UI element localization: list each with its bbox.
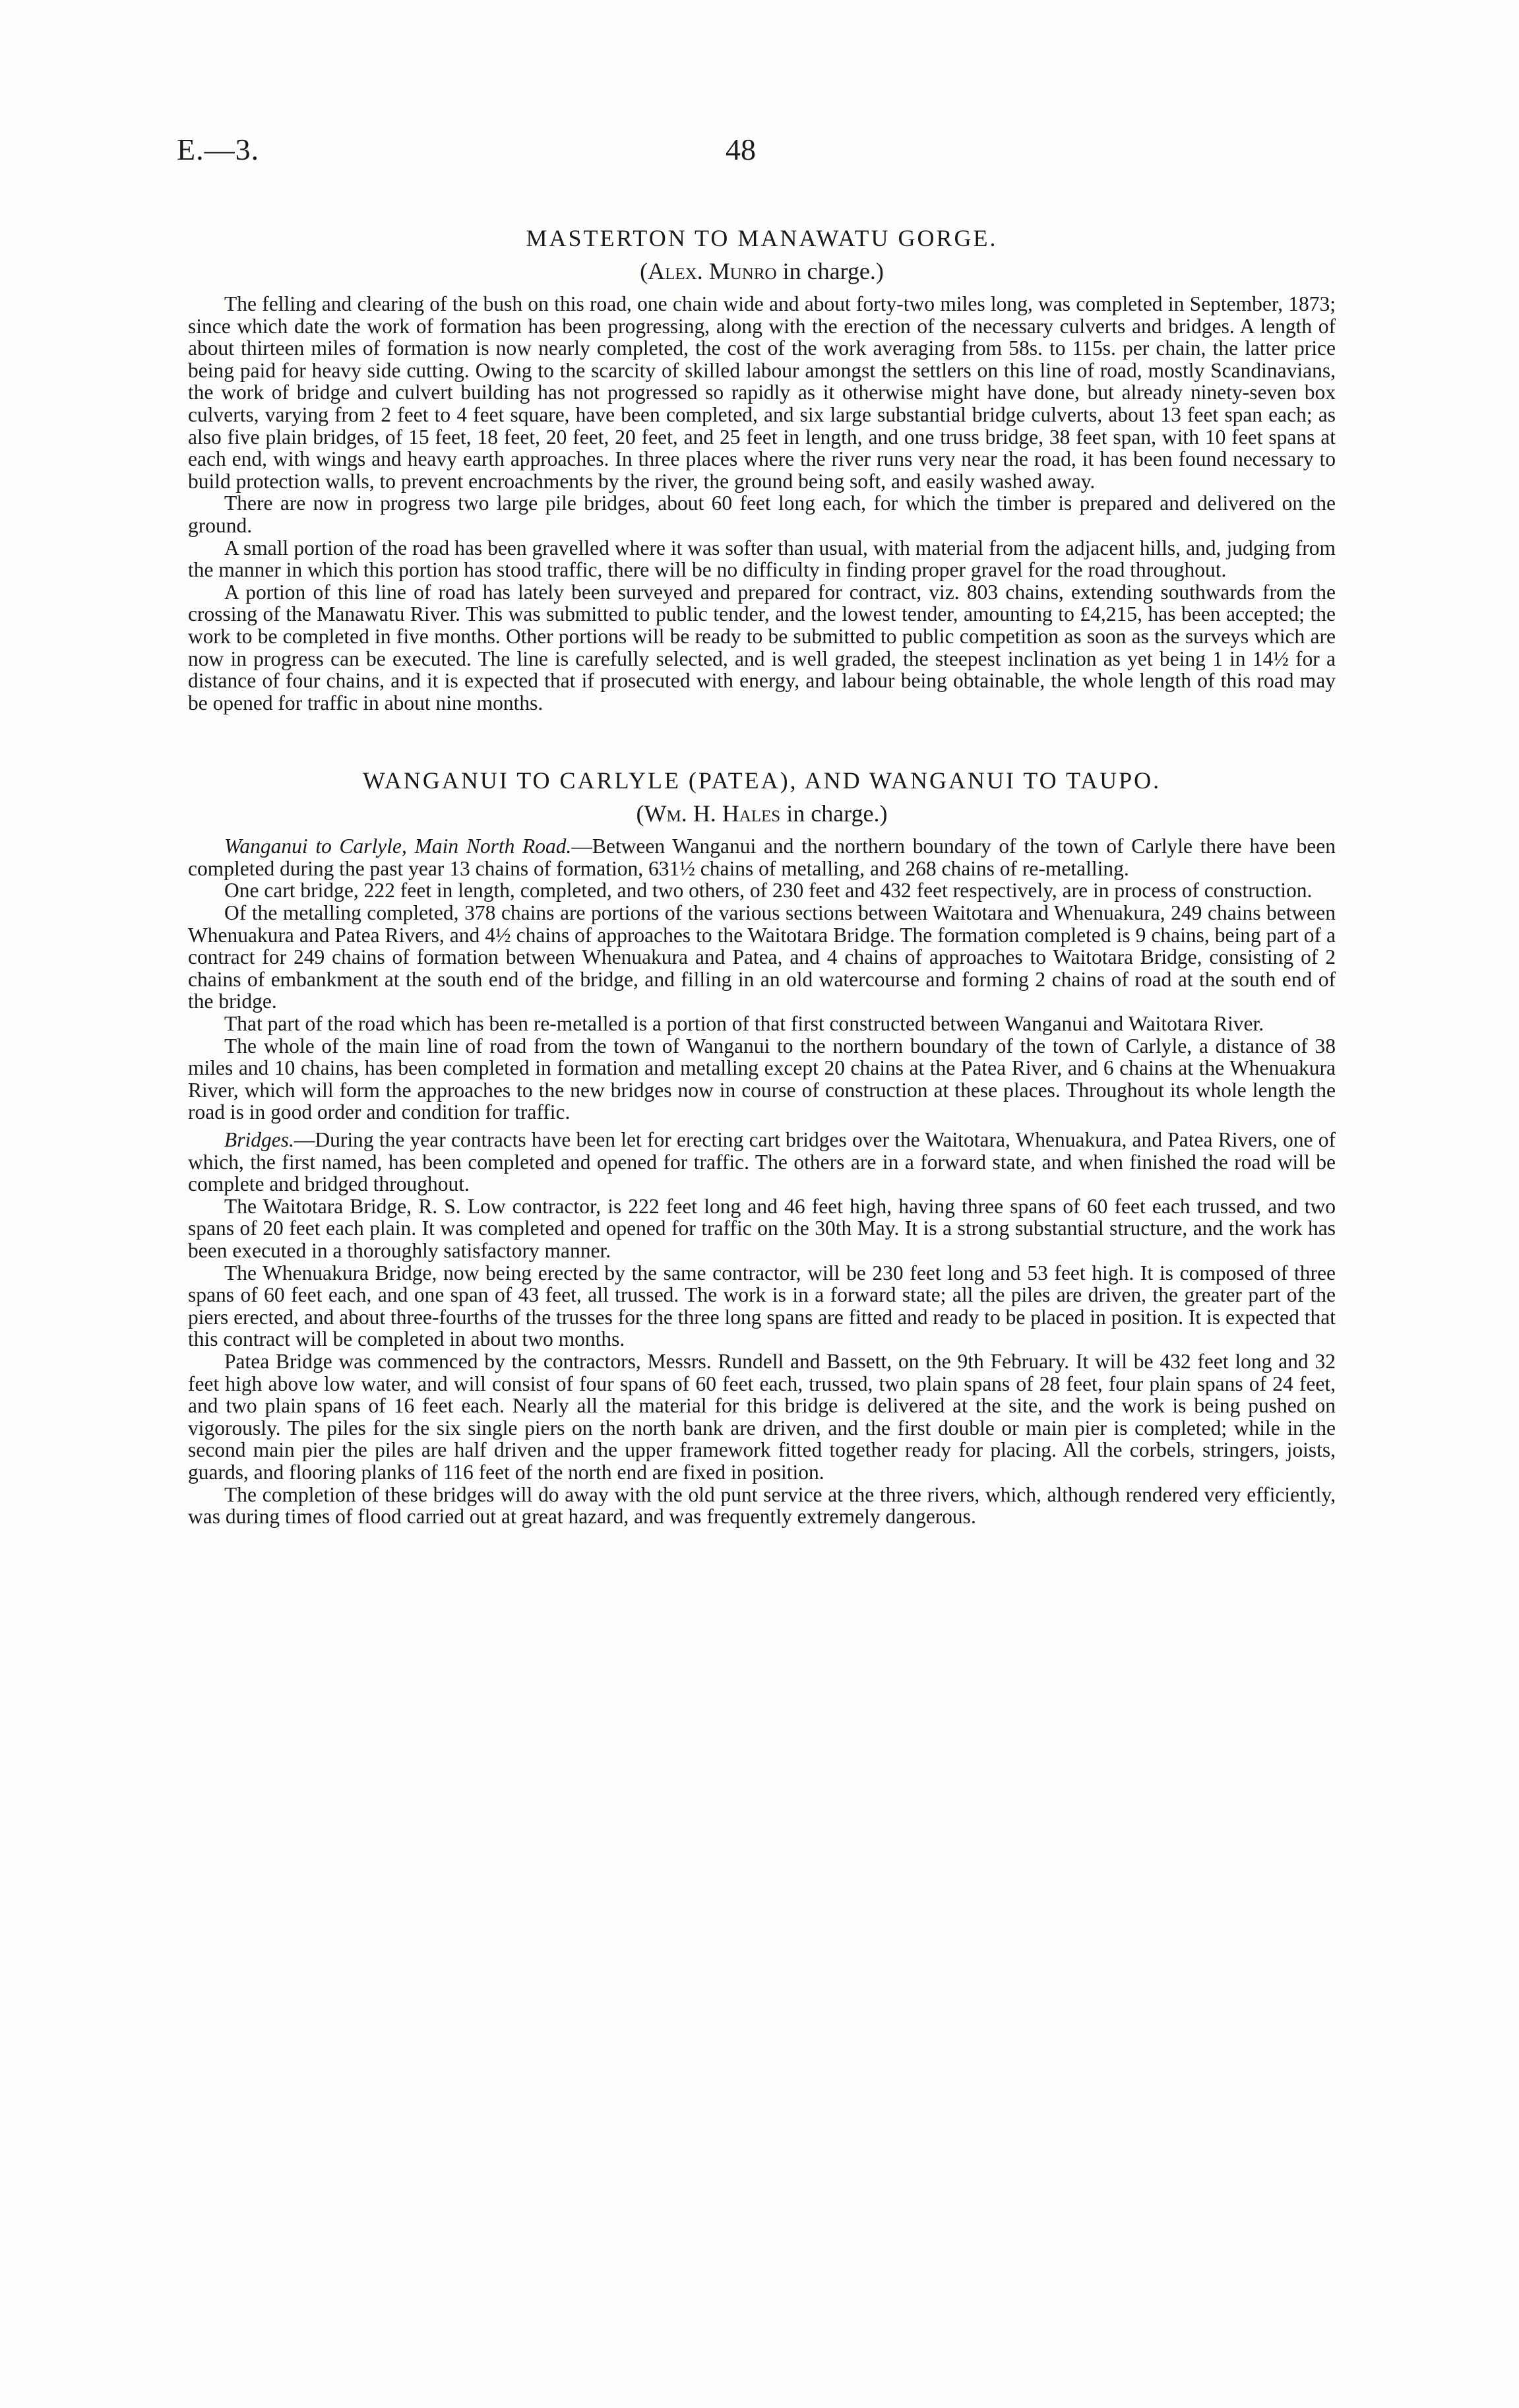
paragraph bbox=[188, 835, 1336, 879]
in-charge-line: (Wm. H. Hales in charge.) bbox=[636, 800, 888, 827]
page-reference: E.—3. bbox=[177, 133, 260, 166]
paragraph: The whole of the main line of road from the town of Wanganui to the northern boundary of the town of Carlyle, a distance of 38 miles and 10 chains, has been completed in formation and metalling except 20 chains at the Patea River, and 6 chains at the Whenuakura River, which will form the approaches to the new bridges now in course of construction at these places. Throughout its whole length the road is in good order and condition for traffic. bbox=[188, 1034, 1336, 1124]
running-header bbox=[0, 132, 1519, 172]
paragraph-lead-in: Bridges. bbox=[224, 1128, 294, 1151]
paragraph: Patea Bridge was commenced by the contractors, Messrs. Rundell and Bassett, on the 9th February. It will be 432 feet long and 32 feet high above low water, and will consist of four spans of 60 feet each, trussed, two plain spans of 28 feet, four plain spans of 24 feet, and two plain spans of 16 feet each. Nearly all the material for this bridge is delivered at the site, and the work is being pushed on vigorously. The piles for the six single piers on the north bank are driven, and the first double or main pier is completed; while in the second main pier the piles are half driven and the upper framework fitted together ready for placing. All the corbels, stringers, joists, guards, and flooring planks of 116 feet of the north end are fixed in position. bbox=[188, 1349, 1336, 1484]
paragraph: There are now in progress two large pile bridges, about 60 feet long each, for which the timber is prepared and delivered on the ground. bbox=[188, 491, 1336, 537]
paragraph: The Whenuakura Bridge, now being erected by the same contractor, will be 230 feet long and 53 feet high. It is composed of three spans of 60 feet each, and one span of 43 feet, all trussed. The work is in a forward state; all the piles are driven, the greater part of the piers erected, and about three-fourths of the trusses for the three long spans are fitted and ready to be placed in position. It is expected that this contract will be completed in about two months. bbox=[188, 1261, 1336, 1351]
paragraph: Of the metalling completed, 378 chains are portions of the various sections between Waitotara and Whenuakura, 249 chains between Whenuakura and Patea Rivers, and 4½ chains of approaches to the Waitotara Bridge. The formation completed is 9 chains, being part of a contract for 249 chains of formation between Whenuakura and Patea, and 4 chains of approaches to Waitotara Bridge, consisting of 2 chains of embankment at the south end of the bridge, and filling in an old watercourse and forming 2 chains of road at the south end of the bridge. bbox=[188, 901, 1336, 1013]
paragraph-text: —Between Wanganui and the northern boundary of the town of Carlyle there have been completed during the past year 13 chains of formation, 631½ chains of metalling, and 268 chains of re-metalling. bbox=[188, 835, 1336, 880]
in-charge-line: (Alex. Munro in charge.) bbox=[640, 258, 884, 284]
paragraph-text: —During the year contracts have been let for erecting cart bridges over the Waitotara, Whenuakura, and Patea Rivers, one of which, the first named, has been completed and opened for traffic. The others are in a forward state, and when finished the road will be complete and bridged throughout. bbox=[188, 1128, 1336, 1196]
paragraph: The felling and clearing of the bush on this road, one chain wide and about forty-two miles long, was completed in September, 1873; since which date the work of formation has been progressing, along with the erection of the necessary culverts and bridges. A length of about thirteen miles of formation is now nearly completed, the cost of the work averaging from 58s. to 115s. per chain, the latter price being paid for heavy side cutting. Owing to the scarcity of skilled labour amongst the settlers on this line of road, mostly Scandinavians, the work of bridge and culvert building has not progressed so rapidly as it otherwise might have done, but already ninety-seven box culverts, varying from 2 feet to 4 feet square, have been completed, and six large substantial bridge culverts, about 13 feet span each; as also five plain bridges, of 15 feet, 18 feet, 20 feet, 20 feet, and 25 feet in length, and one truss bridge, 38 feet span, with 10 feet spans at each end, with wings and heavy earth approaches. In three places where the river runs very near the road, it has been found necessary to build protection walls, to prevent encroachments by the river, the ground being soft, and easily washed away. bbox=[188, 292, 1336, 493]
in-charge-name: Alex. Munro bbox=[648, 258, 777, 284]
section-title: WANGANUI TO CARLYLE (PATEA), AND WANGANUI TO TAUPO. bbox=[362, 767, 1162, 794]
section-masterton bbox=[188, 224, 1336, 714]
in-charge-suffix: in charge.) bbox=[780, 800, 888, 827]
paragraph-lead-in: Wanganui to Carlyle, Main North Road. bbox=[224, 835, 572, 858]
paragraph: The Waitotara Bridge, R. S. Low contractor, is 222 feet long and 46 feet high, having three spans of 60 feet each trussed, and two spans of 20 feet each plain. It was completed and opened for traffic on the 30th May. It is a strong substantial structure, and the work has been executed in a thoroughly satisfactory manner. bbox=[188, 1194, 1336, 1262]
page-number: 48 bbox=[726, 133, 756, 166]
paragraph bbox=[188, 1129, 1336, 1195]
paragraph: The completion of these bridges will do away with the old punt service at the three rivers, which, although rendered very efficiently, was during times of flood carried out at great hazard, and was frequently extremely dangerous. bbox=[188, 1482, 1336, 1529]
section-wanganui bbox=[188, 767, 1336, 1527]
body-text bbox=[188, 224, 1336, 1581]
paragraph: That part of the road which has been re-metalled is a portion of that first constructed between Wanganui and Waitotara River. bbox=[224, 1012, 1264, 1036]
section-title: MASTERTON TO MANAWATU GORGE. bbox=[526, 225, 998, 251]
paragraph: A portion of this line of road has lately been surveyed and prepared for contract, viz. 803 chains, extending southwards from the crossing of the Manawatu River. This was submitted to public tender, and the lowest tender, amounting to £4,215, has been accepted; the work to be completed in five months. Other portions will be ready to be submitted to public competition as soon as the surveys which are now in progress can be executed. The line is carefully selected, and is well graded, the steepest inclination as yet being 1 in 14½ for a distance of four chains, and it is expected that if prosecuted with energy, and labour being obtainable, the whole length of this road may be opened for traffic in about nine months. bbox=[188, 580, 1336, 714]
paragraph: One cart bridge, 222 feet in length, completed, and two others, of 230 feet and 432 feet respectively, are in process of construction. bbox=[224, 879, 1313, 903]
in-charge-suffix: in charge.) bbox=[776, 258, 884, 284]
in-charge-name: Wm. H. Hales bbox=[644, 800, 781, 827]
paragraph: A small portion of the road has been gravelled where it was softer than usual, with material from the adjacent hills, and, judging from the manner in which this portion has stood traffic, there will be no difficulty in finding proper gravel for the road throughout. bbox=[188, 536, 1336, 582]
